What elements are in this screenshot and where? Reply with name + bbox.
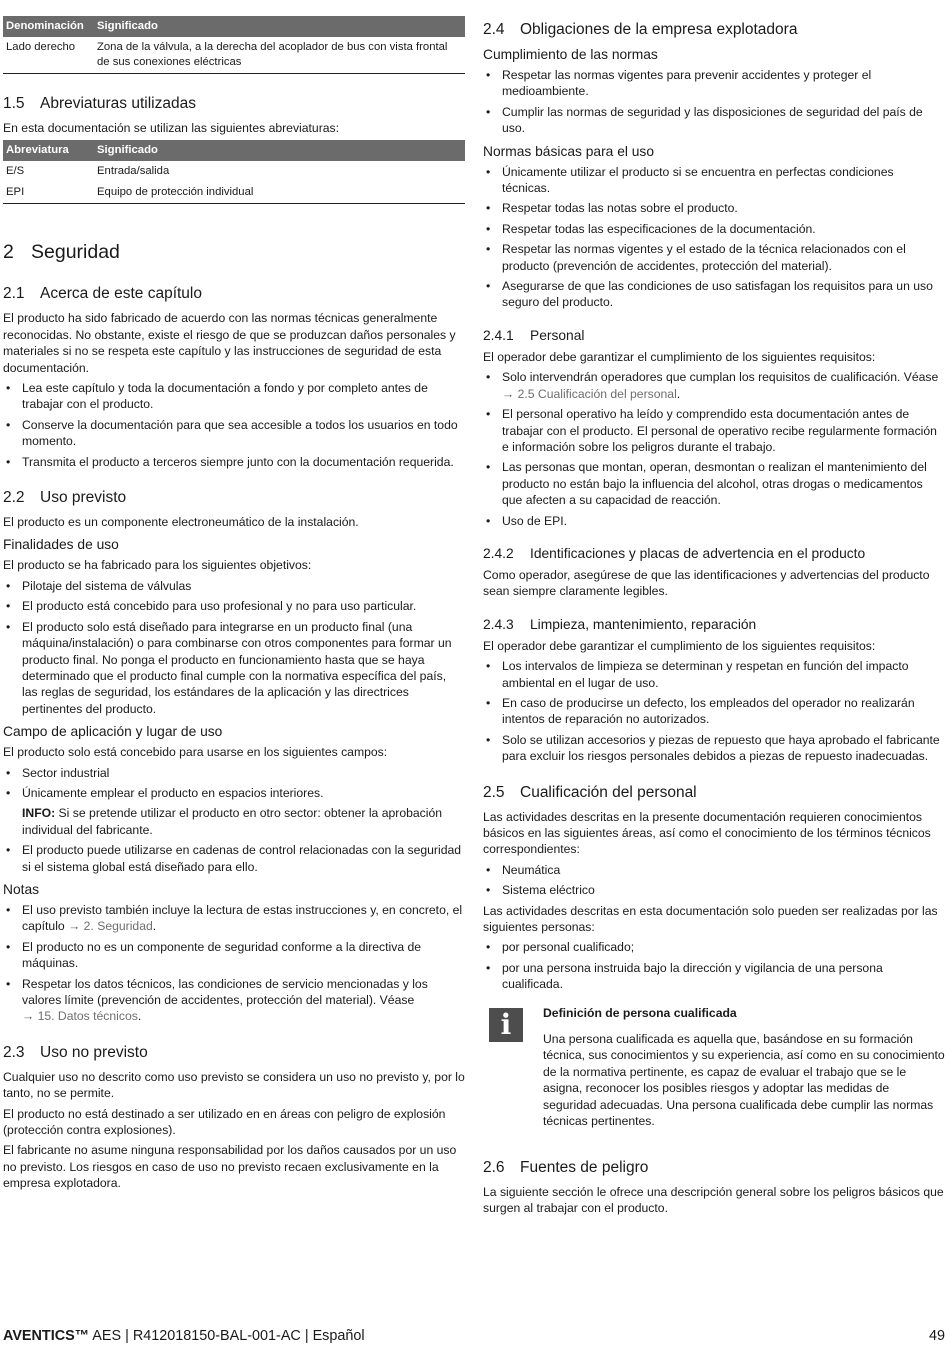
bullet-list: [3, 578, 465, 717]
list-item: [483, 369, 945, 402]
list-item: • por personal cualificado;: [483, 939, 945, 955]
section-title: Uso previsto: [40, 489, 127, 507]
section-heading: [3, 488, 465, 508]
brand-logo-text: AVENTICS™: [3, 1328, 90, 1344]
bullet-list: [483, 862, 945, 899]
paragraph: El producto solo está concebido para usarse en los siguientes campos:: [3, 745, 388, 760]
paragraph: El producto ha sido fabricado de acuerdo con las normas técnicas generalmente reconocidas. No obstante, existe el riesgo de que se produzcan daños personales y materiales si no se respeta este capítulo y las instrucciones de seguridad de esta documentación.: [3, 311, 456, 375]
list-item: • El producto no es un componente de seguridad conforme a la directiva de máquinas.: [3, 939, 465, 972]
arrow-icon: →: [502, 386, 515, 401]
table-row: [3, 37, 465, 74]
subsection-heading: [483, 327, 945, 345]
list-item: • Únicamente emplear el producto en espacios interiores.: [3, 785, 465, 801]
subheading: Finalidades de uso: [3, 537, 119, 553]
paragraph: El operador debe garantizar el cumplimiento de los siguientes requisitos:: [483, 349, 876, 364]
bullet-list: [483, 67, 945, 137]
list-item: • Uso de EPI.: [483, 513, 945, 529]
info-note: [3, 805, 465, 838]
bullet-list: [3, 842, 465, 875]
table-row: [3, 182, 465, 204]
cross-reference-link[interactable]: 2. Seguridad: [80, 919, 153, 934]
subsection-title: Limpieza, mantenimiento, reparación: [530, 616, 757, 632]
section-title: Cualificación del personal: [520, 783, 697, 801]
paragraph: El fabricante no asume ninguna responsabilidad por los daños causados por un uso no previsto. Los riesgos en caso de uso no previsto recaen exclusivamente en la empresa explotadora.: [3, 1143, 457, 1191]
paragraph: El producto no está destinado a ser utilizado en en áreas con peligro de explosión (protección contra explosiones).: [3, 1106, 446, 1138]
list-item: • Respetar todas las especificaciones de la documentación.: [483, 221, 945, 237]
list-item: • Sistema eléctrico: [483, 882, 945, 898]
table-cell: Equipo de protección individual: [94, 182, 465, 204]
subheading: Notas: [3, 881, 40, 897]
section-heading: [483, 20, 945, 40]
table-cell: Entrada/salida: [97, 165, 170, 178]
cross-reference-link[interactable]: 15. Datos técnicos: [34, 1009, 138, 1024]
section-heading: [3, 94, 465, 114]
table-cell: Lado derecho: [3, 37, 94, 74]
page-footer: [3, 1327, 945, 1345]
section-title: Fuentes de peligro: [520, 1158, 649, 1176]
list-item: • Los intervalos de limpieza se determinan y respetan en función del impacto ambiental en el lugar de uso.: [483, 658, 945, 691]
list-item: • Respetar las normas vigentes para prevenir accidentes y proteger el medioambiente.: [483, 67, 945, 100]
table-cell: E/S: [6, 165, 25, 178]
list-item: • Respetar las normas vigentes y el estado de la técnica relacionados con el producto (prevención de accidentes, protección del material).: [483, 241, 945, 274]
list-item: • Sector industrial: [3, 765, 465, 781]
info-callout: [483, 1003, 945, 1134]
table-cell: EPI: [3, 182, 94, 204]
bullet-list: [483, 369, 945, 529]
info-callout-text: Una persona cualificada es aquella que, basándose en su formación técnica, sus conocimientos y su experiencia, así como en su conocimiento de la normativa pertinente, es capaz de evaluar el trabajo que se le asigna, reconocer los posibles riesgos y adoptar las medidas de seguridad adecuadas. Una persona cualificada debe cumplir las normas técnicas pertinentes.: [543, 1032, 945, 1129]
list-item: [3, 976, 465, 1025]
arrow-icon: →: [22, 1009, 35, 1024]
chapter-number: 2: [3, 241, 14, 264]
section-title: Acerca de este capítulo: [40, 285, 202, 303]
designation-table: [3, 16, 465, 74]
left-column: [3, 16, 465, 1196]
subsection-heading: [483, 616, 945, 634]
bullet-list: [483, 939, 945, 992]
paragraph: El producto se ha fabricado para los siguientes objetivos:: [3, 558, 312, 573]
right-column: [483, 20, 945, 1220]
table-header-meaning: Significado: [94, 140, 465, 161]
list-item: • Transmita el producto a terceros siempre junto con la documentación requerida.: [3, 454, 465, 470]
section-heading: [483, 783, 945, 803]
bullet-list: [3, 765, 465, 802]
section-number: 2.5: [483, 783, 505, 801]
list-item: • El personal operativo ha leído y comprendido esta documentación antes de trabajar con el producto. El personal de operativo recibe regularmente formación e información sobre los peligros durante el trabajo.: [483, 406, 945, 455]
subsection-title: Identificaciones y placas de advertencia en el producto: [530, 545, 866, 561]
paragraph: Las actividades descritas en la presente documentación requieren conocimientos básicos en las siguientes áreas, así como el conocimiento de los términos técnicos correspondientes:: [483, 809, 931, 857]
list-item: • El producto puede utilizarse en cadenas de control relacionadas con la seguridad si el sistema global está diseñado para ello.: [3, 842, 465, 875]
bullet-list: [483, 658, 945, 764]
paragraph: El operador debe garantizar el cumplimiento de los siguientes requisitos:: [483, 638, 876, 653]
list-item-end: .: [676, 386, 681, 401]
subheading: Normas básicas para el uso: [483, 143, 655, 159]
section-title: Uso no previsto: [40, 1043, 148, 1061]
list-item: • Conserve la documentación para que sea accesible a todos los usuarios en todo momento.: [3, 417, 465, 450]
abbreviations-table: [3, 140, 465, 204]
list-item-text: Respetar los datos técnicos, las condiciones de servicio mencionadas y los valores límite (prevención de accidentes, protección del material). Véase: [22, 976, 428, 1007]
paragraph: El producto es un componente electroneumático de la instalación.: [3, 515, 359, 530]
section-number: 1.5: [3, 95, 25, 112]
list-item: • Asegurarse de que las condiciones de uso satisfagan los requisitos para un uso seguro del producto.: [483, 278, 945, 311]
list-item: • Pilotaje del sistema de válvulas: [3, 578, 465, 594]
list-item: • Respetar todas las notas sobre el producto.: [483, 200, 945, 216]
subsection-number: 2.4.3: [483, 616, 514, 632]
subsection-title: Personal: [530, 327, 585, 343]
list-item-end: .: [137, 1009, 142, 1024]
section-number: 2.1: [3, 285, 25, 303]
section-number: 2.2: [3, 489, 25, 507]
paragraph: Cualquier uso no descrito como uso previsto se considera un uso no previsto y, por lo tanto, no se permite.: [3, 1069, 465, 1101]
footer-document-id: AES | R412018150-BAL-001-AC | Español: [89, 1328, 365, 1344]
list-item: • por una persona instruida bajo la dirección y vigilancia de una persona cualificada.: [483, 960, 945, 993]
list-item: • Solo se utilizan accesorios y piezas de repuesto que haya aprobado el fabricante para excluir los riesgos personales debidos a piezas de repuesto inadecuadas.: [483, 732, 945, 765]
bullet-list: [483, 164, 945, 311]
list-item: • Cumplir las normas de seguridad y las disposiciones de seguridad del país de uso.: [483, 104, 945, 137]
table-header-designation: Denominación: [3, 16, 94, 37]
info-label: INFO:: [22, 806, 56, 821]
subsection-heading: [483, 545, 945, 563]
list-item: • Neumática: [483, 862, 945, 878]
section-number: 2.3: [3, 1043, 25, 1061]
table-cell: Zona de la válvula, a la derecha del acoplador de bus con vista frontal de sus conexiones eléctricas: [94, 37, 465, 74]
list-item-text: El uso previsto también incluye la lectura de estas instrucciones y, en concreto, el capítulo: [22, 902, 463, 934]
paragraph: En esta documentación se utilizan las siguientes abreviaturas:: [3, 121, 340, 135]
list-item-end: .: [152, 919, 157, 934]
list-item: • Únicamente utilizar el producto si se encuentra en perfectas condiciones técnicas.: [483, 164, 945, 197]
page-number: 49: [928, 1328, 945, 1344]
table-row: [3, 161, 465, 182]
list-item: • Lea este capítulo y toda la documentación a fondo y por completo antes de trabajar con el producto.: [3, 380, 465, 413]
bullet-list: [3, 902, 465, 1025]
subsection-number: 2.4.2: [483, 545, 514, 561]
paragraph: La siguiente sección le ofrece una descripción general sobre los peligros básicos que surgen al trabajar con el producto.: [483, 1184, 944, 1215]
subsection-number: 2.4.1: [483, 327, 514, 343]
subheading: Cumplimiento de las normas: [483, 47, 658, 62]
bullet-list: [3, 380, 465, 470]
chapter-title: Seguridad: [31, 241, 120, 264]
section-title: Abreviaturas utilizadas: [40, 95, 196, 112]
info-callout-body: [543, 1003, 945, 1134]
cross-reference-link[interactable]: 2.5 Cualificación del personal: [514, 386, 677, 401]
info-icon: i: [489, 1008, 523, 1042]
section-heading: [483, 1158, 945, 1178]
list-item: • Las personas que montan, operan, desmontan o realizan el mantenimiento del producto no están bajo la influencia del alcohol, otras drogas o medicamentos que afecten a su capacidad de reacción.: [483, 459, 945, 508]
paragraph: Como operador, asegúrese de que las identificaciones y advertencias del producto sean siempre claramente legibles.: [483, 567, 930, 599]
section-title: Obligaciones de la empresa explotadora: [520, 21, 798, 38]
arrow-icon: →: [68, 919, 81, 934]
section-number: 2.4: [483, 21, 505, 38]
subheading: Campo de aplicación y lugar de uso: [3, 724, 223, 740]
info-callout-title: Definición de persona cualificada: [543, 1005, 737, 1020]
chapter-heading: [3, 240, 465, 264]
table-header-meaning: Significado: [94, 16, 465, 37]
list-item: • El producto está concebido para uso profesional y no para uso particular.: [3, 598, 465, 614]
section-number: 2.6: [483, 1158, 505, 1176]
list-item: [3, 902, 465, 935]
section-heading: [3, 1043, 465, 1063]
table-header-abbreviation: Abreviatura: [3, 140, 94, 161]
section-heading: [3, 284, 465, 304]
info-text: Si se pretende utilizar el producto en otro sector: obtener la aprobación individual del fabricante.: [22, 806, 443, 837]
list-item: • En caso de producirse un defecto, los empleados del operador no realizarán intentos de reparación no autorizados.: [483, 695, 945, 728]
list-item-text: Solo intervendrán operadores que cumplan los requisitos de cualificación. Véase: [502, 370, 939, 385]
paragraph: Las actividades descritas en esta documentación solo pueden ser realizadas por las siguientes personas:: [483, 903, 938, 935]
list-item: • El producto solo está diseñado para integrarse en un producto final (una máquina/instalación) o para combinarse con otros componentes para formar un producto final. No ponga el producto en funcionamiento hasta que se haya determinado que el producto final cumple con la normativa específica del país, las reglas de seguridad, los estándares de la aplicación y las directrices pertinentes del producto.: [3, 619, 465, 717]
